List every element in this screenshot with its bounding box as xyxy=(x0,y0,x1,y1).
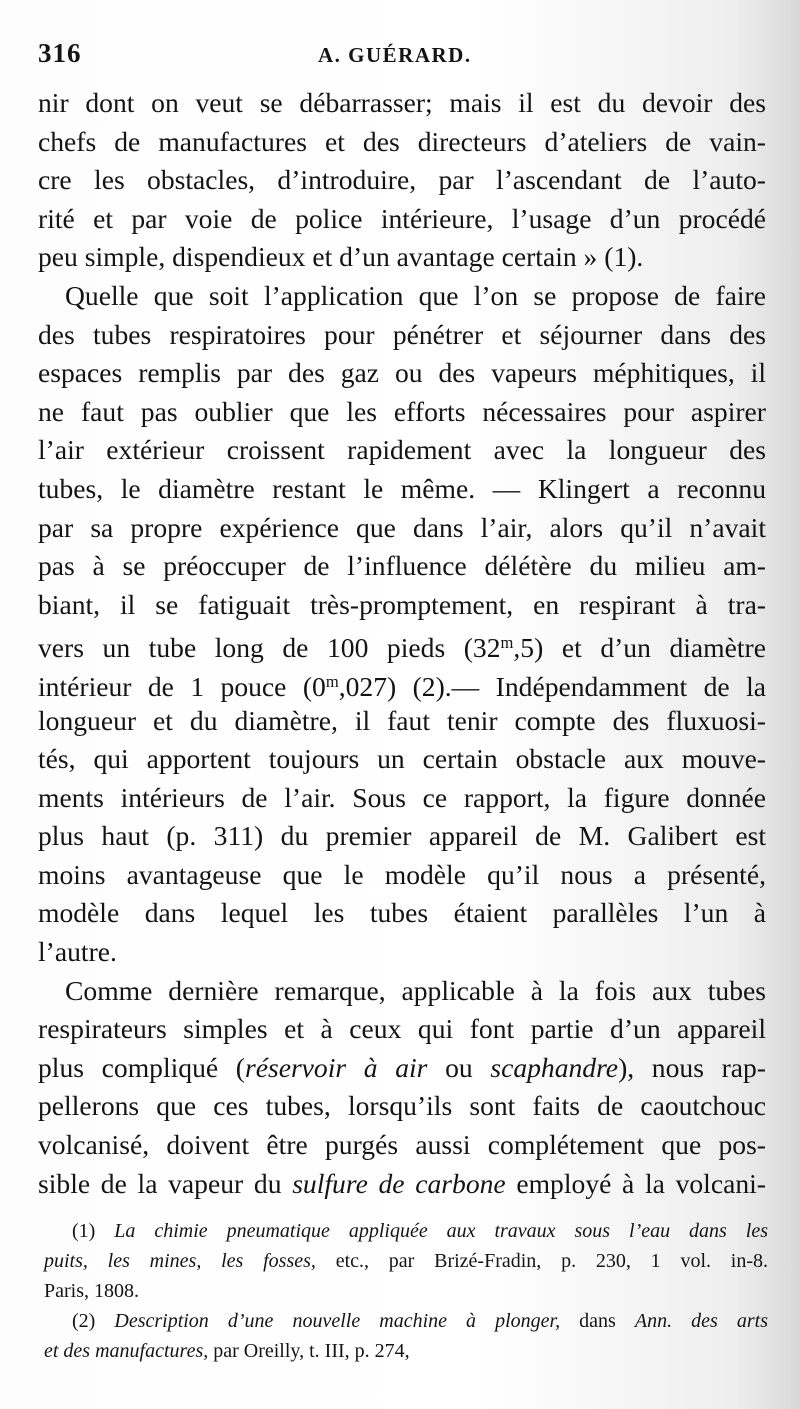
italic-text: sulfure de carbone xyxy=(292,1167,506,1199)
text-fragment: etc., par Brizé-Fradin, p. 230, 1 vol. in-8. xyxy=(315,1250,769,1272)
italic-text: Ann. des arts xyxy=(634,1310,768,1332)
page-number: 316 xyxy=(38,38,82,68)
text-line: nir dont on veut se débarrasser; mais il est du devoir des xyxy=(38,87,766,118)
text-fragment: ,027) (2).— Indépendamment de la xyxy=(338,671,766,702)
footnote-1 xyxy=(44,1216,768,1246)
footnote-2 xyxy=(44,1306,768,1336)
text-fragment: ,5) et d’un diamètre xyxy=(513,632,766,664)
text-fragment: plus compliqué ( xyxy=(38,1051,245,1083)
running-head: A. GUÉRARD. xyxy=(318,43,472,67)
text-line: respirateurs simples et à ceux qui font partie d’un appareil xyxy=(38,1013,766,1045)
superscript: m xyxy=(325,671,339,691)
text-line: chefs de manufactures et des directeurs d’ateliers de vain- xyxy=(38,125,766,157)
italic-text: et des manufactures, xyxy=(44,1340,209,1362)
text-fragment: dans xyxy=(560,1310,635,1332)
text-fragment: par Oreilly, t. III, p. 274, xyxy=(208,1340,410,1362)
footnote-marker: (1) xyxy=(72,1220,115,1242)
text-line xyxy=(38,624,766,663)
text-line: tés, qui apportent toujours un certain obstacle aux mouve- xyxy=(38,743,766,775)
text-fragment: sible de la vapeur du xyxy=(38,1167,293,1199)
text-line: modèle dans lequel les tubes étaient parallèles l’un à xyxy=(38,897,766,929)
text-line: longueur et du diamètre, il faut tenir compte des fluxuosi- xyxy=(38,704,766,736)
text-line: pellerons que ces tubes, lorsqu’ils sont faits de caoutchouc xyxy=(38,1090,766,1122)
text-line: par sa propre expérience que dans l’air, alors qu’il n’avait xyxy=(38,511,766,543)
italic-text: Description d’une nouvelle machine à plonger, xyxy=(114,1310,561,1332)
footnote-line xyxy=(44,1246,768,1276)
text-line xyxy=(38,1049,766,1088)
footnote-line: Paris, 1808. xyxy=(44,1280,139,1302)
text-line: rité et par voie de police intérieure, l’usage d’un procédé xyxy=(38,202,766,234)
body-text xyxy=(38,84,766,1203)
text-line: peu simple, dispendieux et d’un avantage certain » (1). xyxy=(38,241,644,273)
text-fragment: intérieur de 1 pouce (0 xyxy=(38,671,326,702)
text-line: pas à se préoccuper de l’influence délétère du milieu am- xyxy=(38,550,766,582)
text-line: moins avantageuse que le modèle qu’il nous a présenté, xyxy=(38,858,766,890)
italic-text: scaphandre xyxy=(490,1051,619,1083)
superscript: m xyxy=(500,633,514,653)
text-line xyxy=(38,663,766,702)
text-line: biant, il se fatiguait très-promptement, en respirant à tra- xyxy=(38,588,766,620)
text-line: espaces remplis par des gaz ou des vapeurs méphitiques, il xyxy=(38,357,766,389)
text-line: ne faut pas oublier que les efforts nécessaires pour aspirer xyxy=(38,395,766,427)
text-line: plus haut (p. 311) du premier appareil de M. Galibert est xyxy=(38,820,766,852)
text-fragment: employé à la volcani- xyxy=(505,1167,766,1199)
text-line: ments intérieurs de l’air. Sous ce rapport, la figure donnée xyxy=(38,781,766,813)
text-line xyxy=(38,1165,766,1204)
text-line: des tubes respiratoires pour pénétrer et séjourner dans des xyxy=(38,318,766,350)
footnote-line xyxy=(44,1336,768,1366)
text-line: cre les obstacles, d’introduire, par l’ascendant de l’auto- xyxy=(38,164,766,196)
italic-text: puits, les mines, les fosses, xyxy=(44,1250,316,1272)
text-line: l’air extérieur croissent rapidement avec la longueur des xyxy=(38,434,766,466)
footnote-marker: (2) xyxy=(72,1310,115,1332)
text-line: Quelle que soit l’application que l’on se propose de faire xyxy=(65,279,766,311)
page-header xyxy=(38,38,768,78)
text-fragment: ou xyxy=(427,1051,491,1083)
text-line: volcanisé, doivent être purgés aussi complétement que pos- xyxy=(38,1129,766,1161)
text-fragment: vers un tube long de 100 pieds (32 xyxy=(38,632,501,664)
text-fragment: ), nous rap- xyxy=(618,1051,766,1083)
text-line: l’autre. xyxy=(38,936,117,968)
text-line: tubes, le diamètre restant le même. — Klingert a reconnu xyxy=(38,472,766,504)
italic-text: réservoir à air xyxy=(244,1051,428,1083)
footnotes xyxy=(44,1216,768,1366)
text-line: Comme dernière remarque, applicable à la fois aux tubes xyxy=(65,974,766,1006)
italic-text: La chimie pneumatique appliquée aux travaux sous l’eau dans les xyxy=(114,1220,768,1242)
